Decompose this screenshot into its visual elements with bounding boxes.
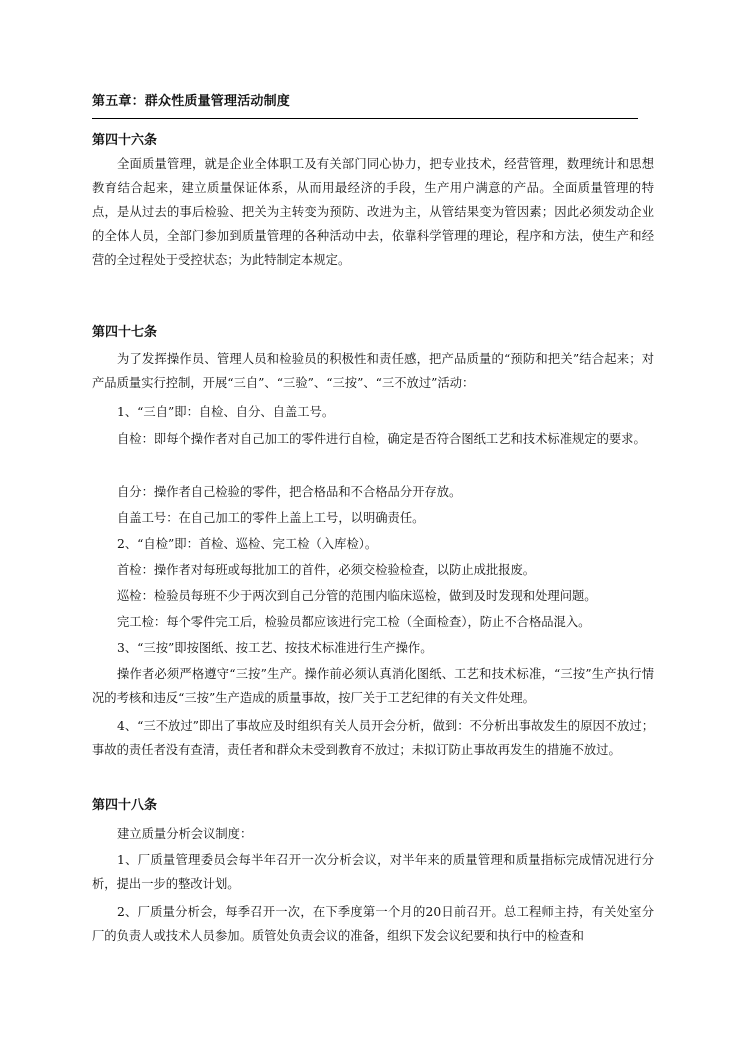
paragraph: 巡检：检验员每班不少于两次到自己分管的范围内临床巡检，做到及时发现和处理问题。 [117, 589, 597, 603]
paragraph: 自分：操作者自己检验的零件，把合格品和不合格品分开存放。 [117, 485, 462, 499]
paragraph: 完工检：每个零件完工后，检验员都应该进行完工检（全面检查），防止不合格品混入。 [117, 615, 591, 629]
chapter-title: 第五章：群众性质量管理活动制度 [92, 94, 291, 109]
paragraph: 2、厂质量分析会，每季召开一次，在下季度第一个月的20日前召开。总工程师主持，有关处室分厂的负责人或技术人员参加。质管处负责会议的准备，组织下发会议纪要和执行中的检查和 [92, 905, 654, 943]
paragraph: 1、厂质量管理委员会每半年召开一次分析会议，对半年来的质量管理和质量指标完成情况进行分析，提出一步的整改计划。 [92, 853, 654, 891]
paragraph: 自盖工号：在自己加工的零件上盖上工号，以明确责任。 [117, 511, 425, 525]
article-heading-47: 第四十七条 [92, 325, 158, 340]
paragraph: 自检：即每个操作者对自己加工的零件进行自检，确定是否符合图纸工艺和技术标准规定的要求。 [117, 432, 646, 446]
paragraph: 为了发挥操作员、管理人员和检验员的积极性和责任感，把产品质量的“预防和把关”结合起来；对产品质量实行控制，开展“三自”、“三验”、“三按”、“三不放过”活动： [92, 352, 654, 390]
paragraph: 操作者必须严格遵守“三按”生产。操作前必须认真消化图纸、工艺和技术标准，“三按”生产执行情况的考核和违反“三按”生产造成的质量事故，按厂关于工艺纪律的有关文件处理。 [92, 667, 654, 705]
paragraph: 2、“自检”即：首检、巡检、完工检（入库检）。 [117, 537, 378, 551]
paragraph: 4、“三不放过”即出了事故应及时组织有关人员开会分析，做到：不分析出事故发生的原因不放过；事故的责任者没有查清，责任者和群众未受到教育不放过；未拟订防止事故再发生的措施不放过。 [92, 719, 654, 757]
paragraph: 首检：操作者对每班或每批加工的首件，必须交检验检查，以防止成批报废。 [117, 563, 536, 577]
paragraph: 1、“三自”即：自检、自分、自盖工号。 [117, 405, 335, 419]
paragraph: 建立质量分析会议制度： [117, 827, 253, 841]
paragraph: 3、“三按”即按图纸、按工艺、按技术标准进行生产操作。 [117, 641, 433, 655]
article-heading-46: 第四十六条 [92, 133, 158, 148]
chapter-divider [92, 118, 638, 119]
article-heading-48: 第四十八条 [92, 798, 158, 813]
paragraph: 全面质量管理，就是企业全体职工及有关部门同心协力，把专业技术，经营管理，数理统计和思想教育结合起来，建立质量保证体系，从而用最经济的手段，生产用户满意的产品。全面质量管理的特点，是从过去的事后检验、把关为主转变为预防、改进为主，从管结果变为管因素；因此必须发动企业的全体人员，全部门参加到质量管理的各种活动中去，依靠科学管理的理论，程序和方法，使生产和经营的全过程处于受控状态；为此特制定本规定。 [92, 157, 654, 267]
